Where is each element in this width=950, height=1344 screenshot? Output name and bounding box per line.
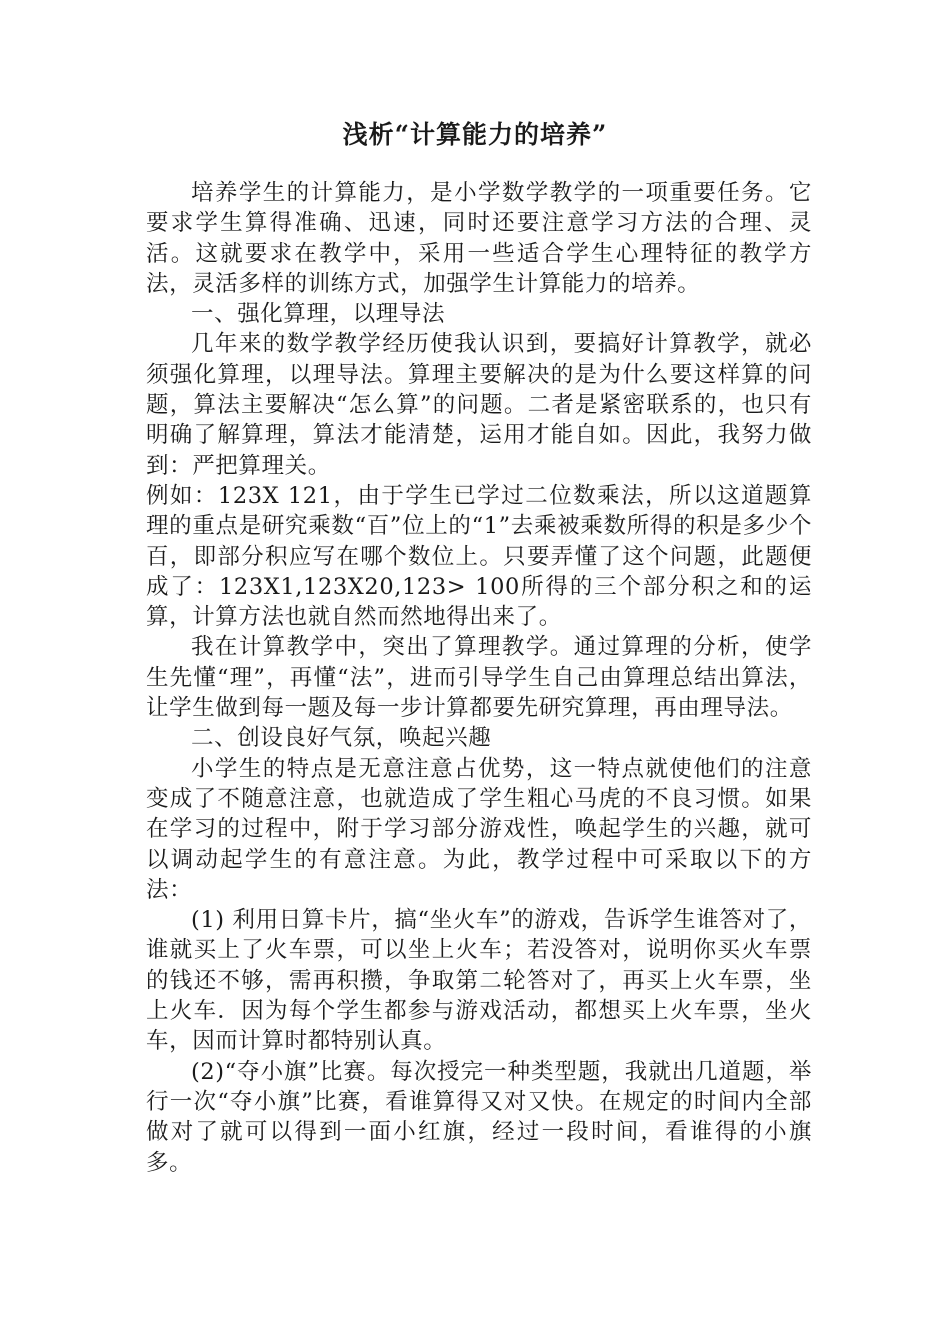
section-heading-2: 二、创设良好气氛，唤起兴趣 (191, 725, 492, 752)
paragraph-intro: 培养学生的计算能力，是小学数学教学的一项重要任务。它要求学生算得准确、迅速，同时还要注意学习方法的合理、灵活。这就要求在教学中，采用一些适合学生心理特征的教学方法，灵活多样的训练方式，加强学生计算能力的培养。 (146, 180, 812, 297)
paragraph-section2-a: 小学生的特点是无意注意占优势，这一特点就使他们的注意变成了不随意注意，也就造成了学生粗心马虎的不良习惯。如果在学习的过程中，附于学习部分游戏性，唤起学生的兴趣，就可以调动起学生的有意注意。为此，教学过程中可采取以下的方法： (146, 755, 812, 903)
page-title: 浅析“计算能力的培养” (342, 120, 608, 149)
paragraph-section1-b: 我在计算教学中，突出了算理教学。通过算理的分析，使学生先懂“理”，再懂“法”，进而引导学生自己由算理总结出算法，让学生做到每一题及每一步计算都要先研究算理，再由理导法。 (146, 634, 812, 722)
paragraph-method-1: (1) 利用日算卡片，搞“坐火车”的游戏，告诉学生谁答对了，谁就买上了火车票，可以坐上火车；若没答对，说明你买火车票的钱还不够，需再积攒，争取第二轮答对了，再买上火车票，坐上火车．因为每个学生都参与游戏活动，都想买上火车票，坐火车，因而计算时都特别认真。 (146, 907, 812, 1055)
document-body (146, 178, 812, 1178)
paragraph-example: 例如：123X 121，由于学生已学过二位数乘法，所以这道题算理的重点是研究乘数“百”位上的“1”去乘被乘数所得的积是多少个百，即部分积应写在哪个数位上。只要弄懂了这个问题，此题便成了：123X1,123X20,123> 100所得的三个部分积之和的运算，计算方法也就自然而然地得出来了。 (146, 482, 812, 631)
paragraph-method-2: (2)“夺小旗”比赛。每次授完一种类型题，我就出几道题，举行一次“夺小旗”比赛，看谁算得又对又快。在规定的时间内全部做对了就可以得到一面小红旗，经过一段时间，看谁得的小旗多。 (146, 1058, 812, 1176)
section-heading-1: 一、强化算理，以理导法 (191, 301, 446, 328)
paragraph-section1-a: 几年来的数学教学经历使我认识到，要搞好计算教学，就必须强化算理，以理导法。算理主要解决的是为什么要这样算的问题，算法主要解决“怎么算”的问题。二者是紧密联系的，也只有明确了解算理，算法才能清楚，运用才能自如。因此，我努力做到：严把算理关。 (146, 331, 812, 479)
